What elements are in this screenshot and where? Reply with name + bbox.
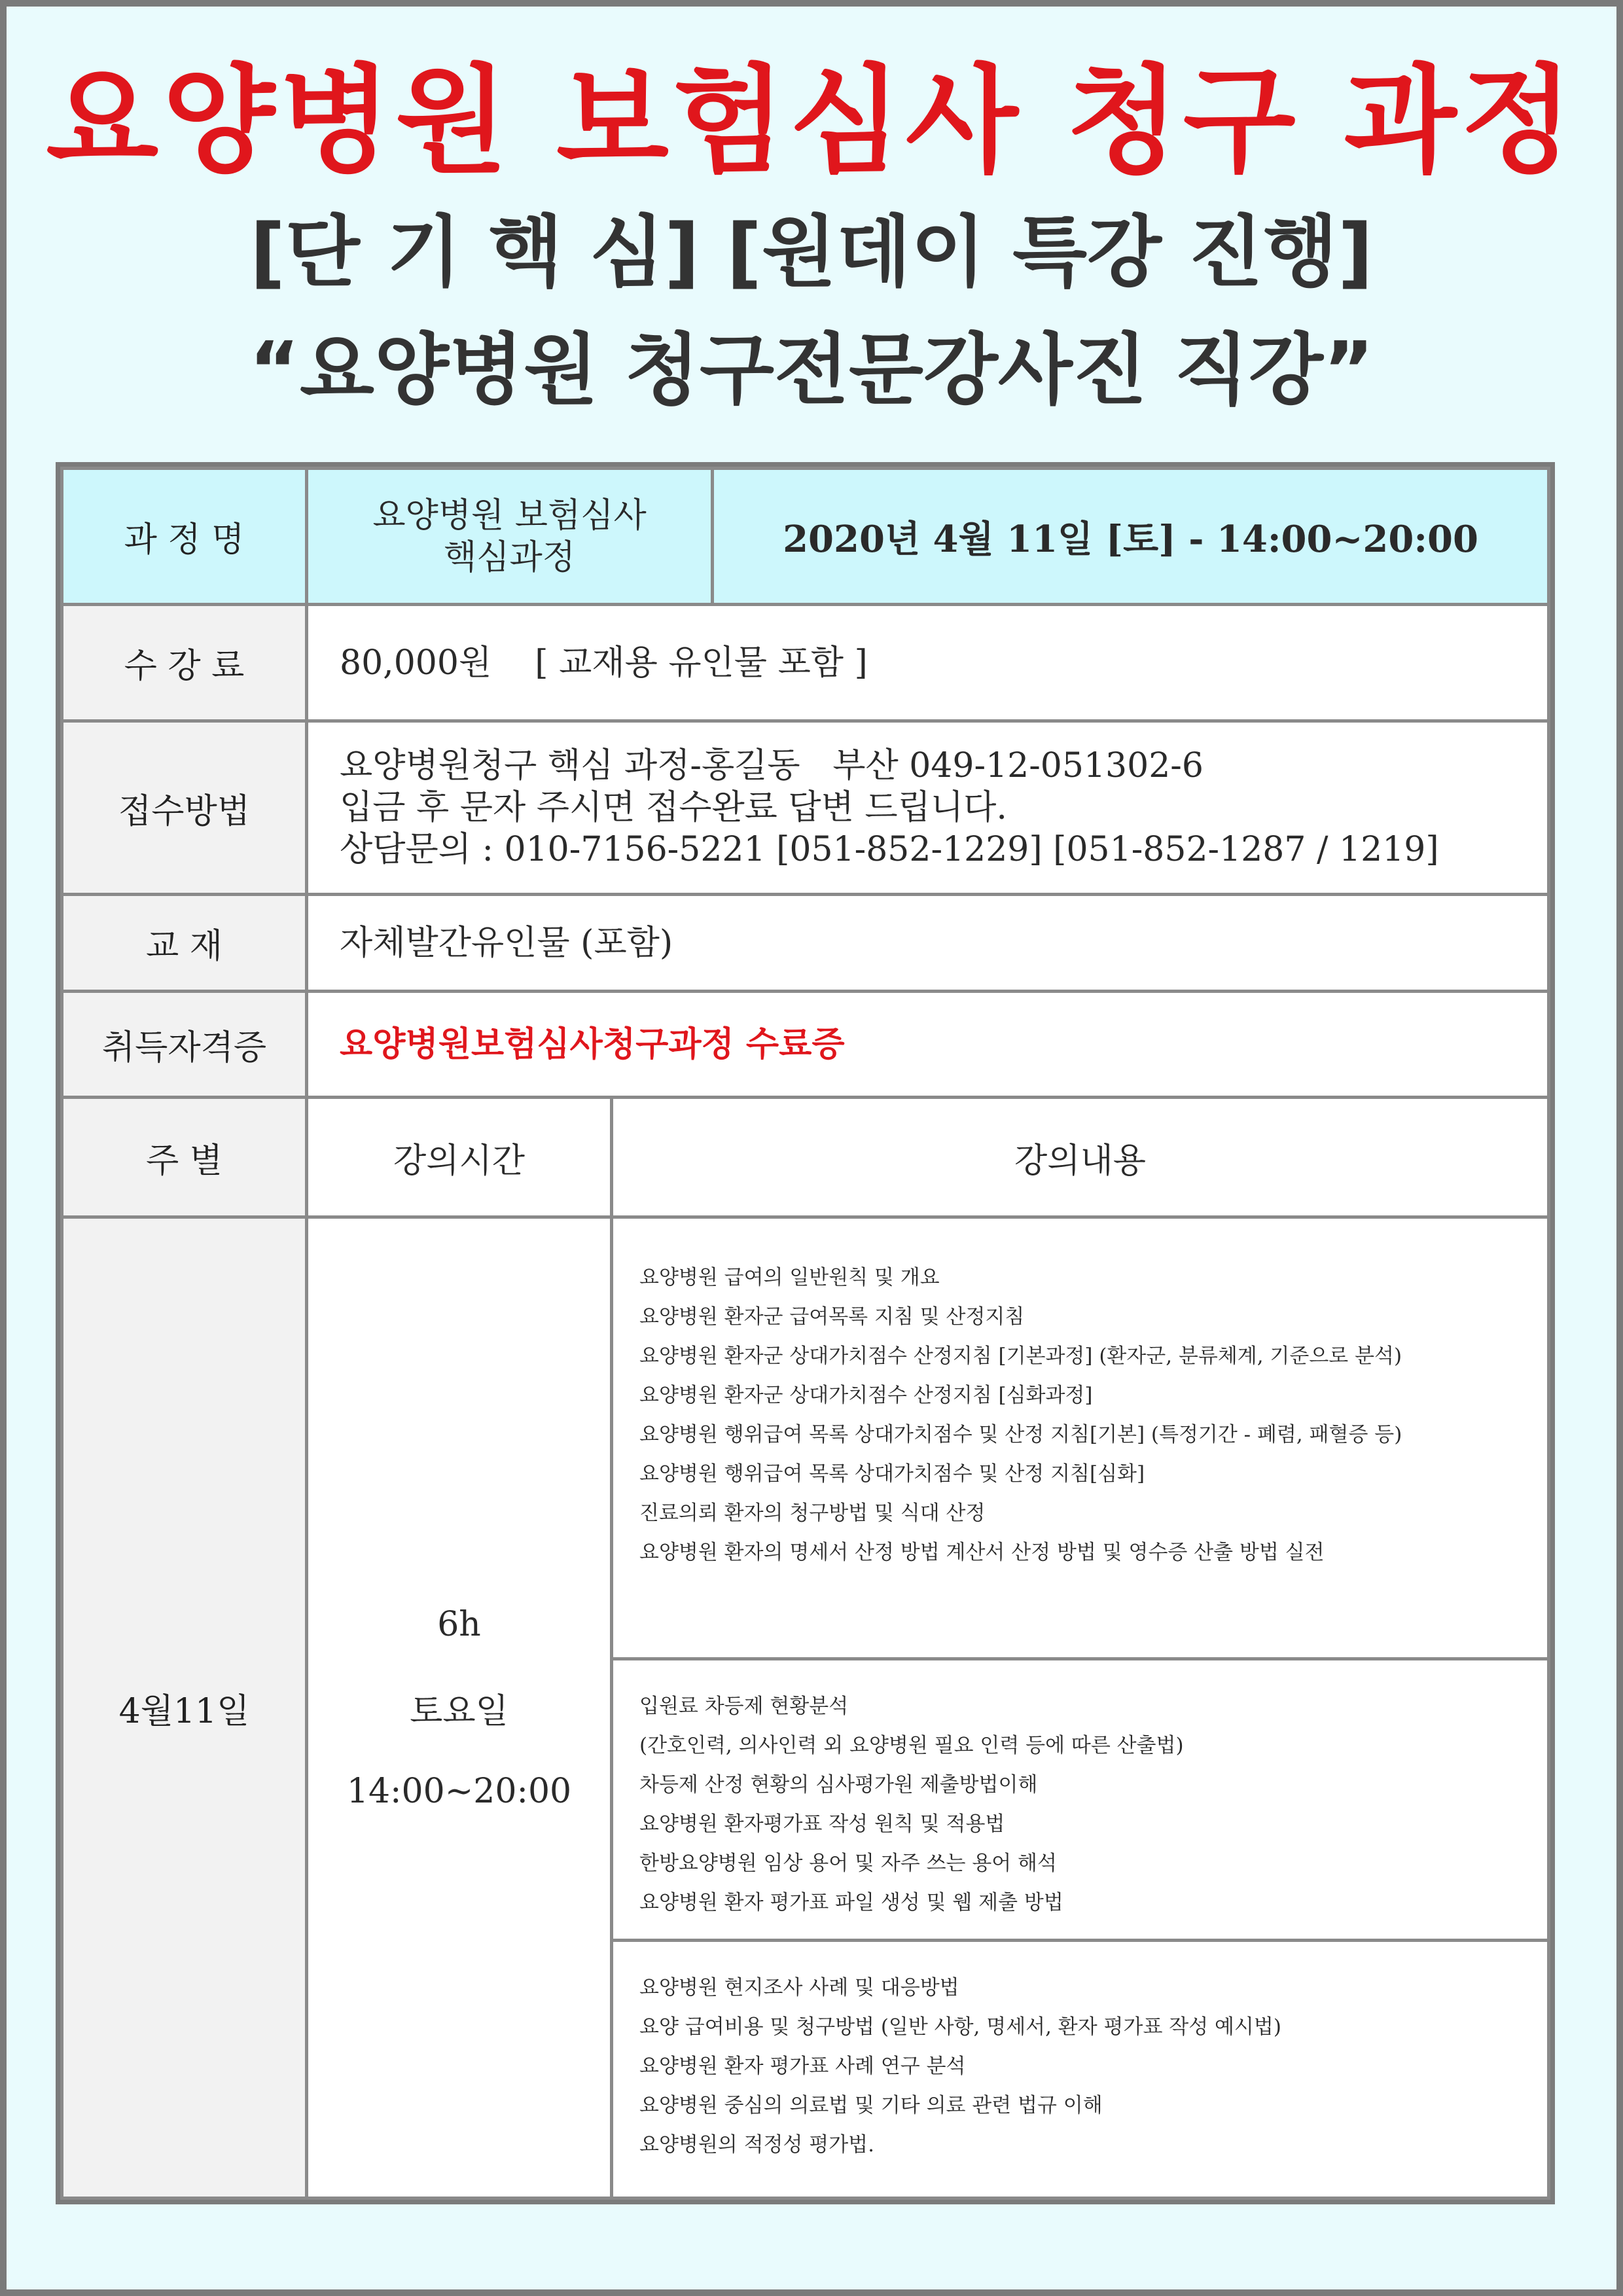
week-header: 주 별 (62, 1098, 307, 1217)
course-name (307, 469, 713, 605)
registration-value (307, 721, 1549, 895)
textbook-value: 자체발간유인물 (포함) (307, 895, 1549, 992)
course-info-table (60, 467, 1550, 2200)
lecture-time (307, 1217, 612, 2198)
registration-label: 접수방법 (62, 721, 307, 895)
course-name-line1: 요양병원 보험심사 (372, 495, 647, 535)
bank-account-info: 요양병원청구 핵심 과정-홍길동 부산 049-12-051302-6 (340, 746, 1204, 785)
schedule-row-1 (62, 1217, 1549, 1659)
list-item: 한방요양병원 임상 용어 및 자주 쓰는 용어 해석 (639, 1852, 1057, 1875)
content-header: 강의내용 (612, 1098, 1549, 1217)
list-item: 요양병원 환자군 급여목록 지침 및 산정지침 (639, 1305, 1025, 1329)
lecture-day: 토요일 (410, 1691, 508, 1731)
list-item: (간호인력, 의사인력 외 요양병원 필요 인력 등에 따른 산출법) (639, 1734, 1184, 1757)
list-item: 요양병원 환자의 명세서 산정 방법 계산서 산정 방법 및 영수증 산출 방법 실전 (639, 1541, 1325, 1564)
lecture-hours: 6h (437, 1604, 481, 1644)
list-item: 요양병원의 적정성 평가법. (639, 2133, 874, 2157)
page-title: 요양병원 보험심사 청구 과정 (46, 53, 1577, 188)
list-item: 요양병원 행위급여 목록 상대가치점수 및 산정 지침[심화] (639, 1462, 1145, 1486)
list-item: 요양병원 현지조사 사례 및 대응방법 (639, 1976, 959, 2000)
course-date: 2020년 4월 11일 [토] - 14:00~20:00 (713, 469, 1549, 605)
certificate-label: 취득자격증 (62, 992, 307, 1098)
subtitle-instructor: “요양병원 청구전문강사진 직강” (249, 325, 1374, 415)
registration-notice: 입금 후 문자 주시면 접수완료 답변 드립니다. (340, 788, 1007, 827)
list-item: 요양병원 행위급여 목록 상대가치점수 및 산정 지침[기본] (특정기간 - 폐렴, 패혈증 등) (639, 1423, 1402, 1446)
list-item: 요양병원 환자군 상대가치점수 산정지침 [심화과정] (639, 1384, 1093, 1407)
registration-row (62, 721, 1549, 895)
time-header: 강의시간 (307, 1098, 612, 1217)
schedule-header-row (62, 1098, 1549, 1217)
course-name-line2: 핵심과정 (444, 537, 575, 577)
week-value: 4월11일 (62, 1217, 307, 2198)
certificate-row (62, 992, 1549, 1098)
fee-value (307, 605, 1549, 721)
subtitle-format: [단 기 핵 심] [원데이 특강 진행] (249, 207, 1374, 297)
list-item: 차등제 산정 현황의 심사평가원 제출방법이해 (639, 1773, 1038, 1797)
list-item: 입원료 차등제 현황분석 (639, 1695, 849, 1718)
textbook-row (62, 895, 1549, 992)
content-block-3 (612, 1941, 1549, 2198)
fee-row (62, 605, 1549, 721)
contact-phone: 상담문의 : 010-7156-5221 [051-852-1229] [051-852-1287 / 1219] (340, 830, 1439, 869)
list-item: 요양 급여비용 및 청구방법 (일반 사항, 명세서, 환자 평가표 작성 예시법) (639, 2015, 1281, 2039)
list-item: 요양병원 환자평가표 작성 원칙 및 적용법 (639, 1812, 1005, 1836)
lecture-time-range: 14:00~20:00 (346, 1771, 572, 1811)
content-block-1 (612, 1217, 1549, 1659)
course-label: 과 정 명 (62, 469, 307, 605)
list-item: 요양병원 환자 평가표 파일 생성 및 웹 제출 방법 (639, 1891, 1063, 1914)
list-item: 요양병원 급여의 일반원칙 및 개요 (639, 1266, 940, 1289)
list-item: 요양병원 환자 평가표 사례 연구 분석 (639, 2054, 966, 2078)
list-item: 요양병원 환자군 상대가치점수 산정지침 [기본과정] (환자군, 분류체계, 기준으로 분석) (639, 1344, 1402, 1368)
list-item: 진료의뢰 환자의 청구방법 및 식대 산정 (639, 1501, 986, 1525)
fee-label: 수 강 료 (62, 605, 307, 721)
certificate-value: 요양병원보험심사청구과정 수료증 (307, 992, 1549, 1098)
textbook-label: 교 재 (62, 895, 307, 992)
content-block-2 (612, 1659, 1549, 1941)
course-row (62, 469, 1549, 605)
list-item: 요양병원 중심의 의료법 및 기타 의료 관련 법규 이해 (639, 2094, 1103, 2117)
fee-text: 80,000원 [ 교재용 유인물 포함 ] (340, 643, 868, 683)
